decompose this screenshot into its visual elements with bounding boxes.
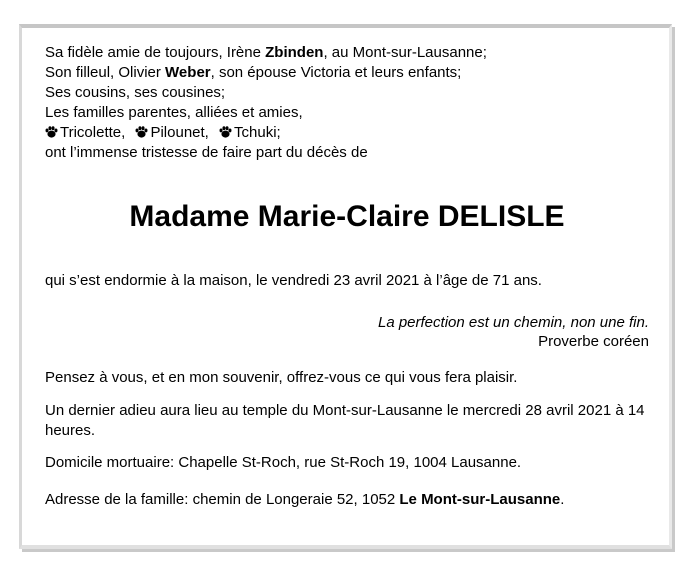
- pet-name: Tchuki;: [234, 124, 281, 141]
- relative-line-2-surname: Weber: [165, 64, 211, 81]
- pet-name: Tricolette,: [60, 124, 126, 141]
- ceremony-details: Un dernier adieu aura lieu au temple du Mont-sur-Lausanne le mercredi 28 avril 2021 à 14 heures.: [45, 402, 645, 439]
- pet-item: [219, 124, 281, 141]
- relative-line-3: Ses cousins, ses cousines;: [45, 84, 226, 101]
- family-address-post: .: [560, 491, 565, 508]
- relative-line-2-pre: Son filleul, Olivier: [45, 64, 166, 81]
- family-address-town: Le Mont-sur-Lausanne: [399, 491, 561, 508]
- announcement-line: ont l’immense tristesse de faire part du décès de: [45, 144, 368, 161]
- pet-item: [135, 124, 208, 141]
- pet-name: Pilounet,: [150, 124, 209, 141]
- family-address-pre: Adresse de la famille: chemin de Longeraie 52, 1052: [45, 491, 400, 508]
- mortuary-address: Domicile mortuaire: Chapelle St-Roch, rue St-Roch 19, 1004 Lausanne.: [45, 454, 522, 471]
- relative-line-1-pre: Sa fidèle amie de toujours, Irène: [45, 44, 266, 61]
- deceased-name: Madame Marie-Claire DELISLE: [129, 200, 565, 233]
- personal-message: Pensez à vous, et en mon souvenir, offrez-vous ce qui vous fera plaisir.: [45, 369, 518, 386]
- relatives-list: [45, 43, 649, 163]
- paw-icon: [45, 126, 58, 138]
- relative-line-1-post: , au Mont-sur-Lausanne;: [323, 44, 487, 61]
- paw-icon: [135, 126, 148, 138]
- death-details: qui s’est endormie à la maison, le vendredi 23 avril 2021 à l’âge de 71 ans.: [45, 272, 542, 289]
- relative-line-2: [45, 63, 649, 83]
- relative-line-4: Les familles parentes, alliées et amies,: [45, 104, 303, 121]
- quote-text: La perfection est un chemin, non une fin.: [377, 314, 649, 331]
- obituary-content: [22, 28, 669, 510]
- family-address: [45, 490, 649, 510]
- quote-block: [45, 313, 649, 351]
- relative-line-2-post: , son épouse Victoria et leurs enfants;: [210, 64, 462, 81]
- pet-item: [45, 124, 125, 141]
- relative-line-1-surname: Zbinden: [265, 44, 324, 61]
- relative-line-1: [45, 43, 649, 63]
- obituary-card: [19, 24, 672, 549]
- quote-attribution: Proverbe coréen: [538, 333, 649, 350]
- pets-line: [45, 123, 649, 143]
- paw-icon: [219, 126, 232, 138]
